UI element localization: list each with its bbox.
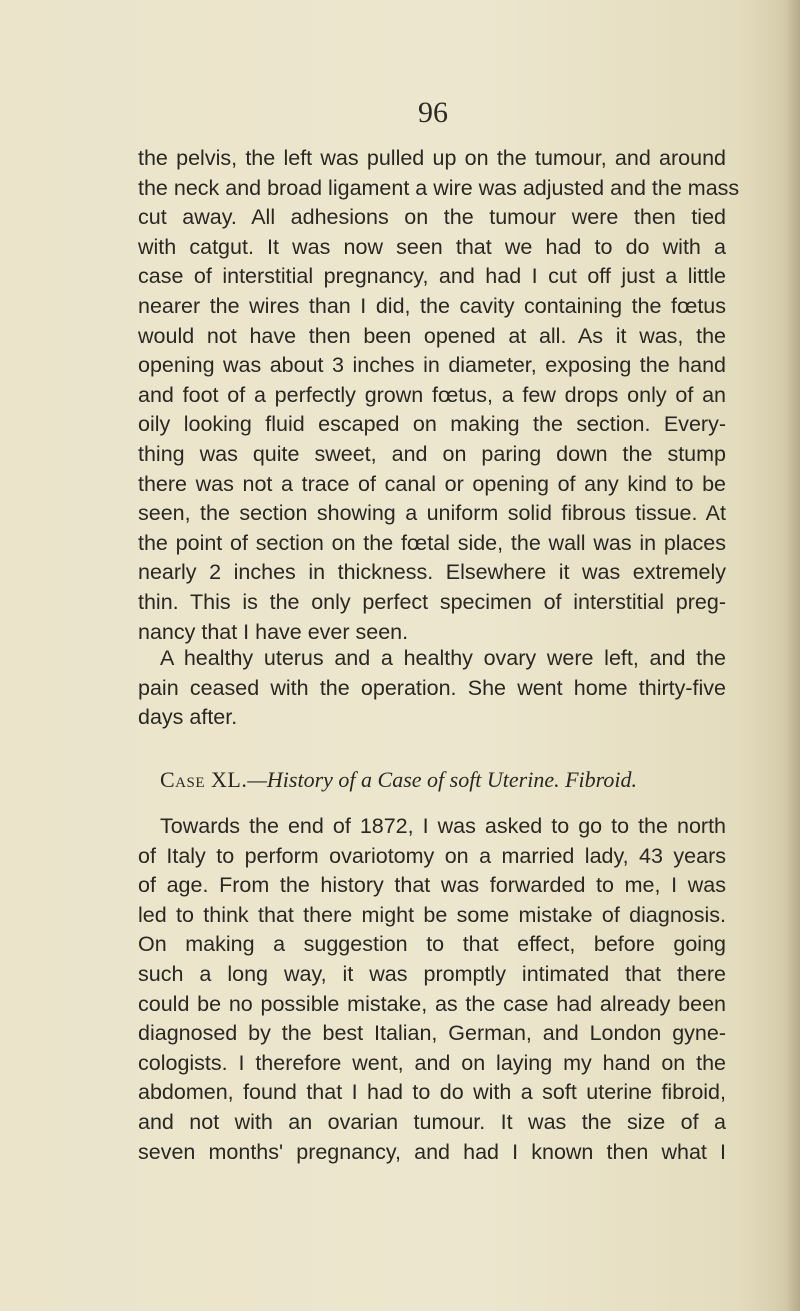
text-line: diagnosed by the best Italian, German, and London gyne- [138, 1021, 726, 1046]
case-title: —History of a Case of soft Uterine. Fibroid. [247, 767, 638, 792]
text-line: thin. This is the only perfect specimen of interstitial preg- [138, 589, 726, 614]
text-line: On making a suggestion to that effect, before going [138, 932, 726, 957]
text-line: led to think that there might be some mistake of diagnosis. [138, 902, 726, 927]
text-line: opening was about 3 inches in diameter, exposing the hand [138, 353, 726, 378]
text-line: oily looking fluid escaped on making the section. Every- [138, 412, 726, 437]
case-heading [160, 767, 720, 793]
text-line: pain ceased with the operation. She went home thirty-five [138, 675, 726, 700]
paragraph-continued [138, 144, 740, 647]
text-line: of age. From the history that was forwarded to me, I was [138, 873, 726, 898]
text-line: case of interstitial pregnancy, and had I cut off just a little [138, 264, 726, 289]
text-line: A healthy uterus and a healthy ovary were left, and the [160, 646, 726, 670]
text-line: there was not a trace of canal or opening of any kind to be [138, 471, 726, 496]
text-line: nearly 2 inches in thickness. Elsewhere it was extremely [138, 560, 726, 585]
text-line: would not have then been opened at all. As it was, the [138, 323, 726, 348]
text-line: cologists. I therefore went, and on laying my hand on the [138, 1050, 726, 1075]
text-line: the pelvis, the left was pulled up on the tumour, and around [138, 146, 726, 170]
text-line: abdomen, found that I had to do with a soft uterine fibroid, [138, 1080, 726, 1105]
text-line: with catgut. It was now seen that we had to do with a [138, 234, 726, 259]
text-line: and foot of a perfectly grown fœtus, a few drops only of an [138, 382, 726, 407]
page-number: 96 [418, 96, 448, 129]
paragraph-outcome [138, 644, 726, 733]
text-line: seven months' pregnancy, and had I known then what I [138, 1139, 726, 1164]
text-line: cut away. All adhesions on the tumour were then tied [138, 205, 726, 230]
text-line: such a long way, it was promptly intimated that there [138, 961, 726, 986]
text-line: Towards the end of 1872, I was asked to go to the north [160, 814, 726, 838]
text-line: could be no possible mistake, as the case had already been [138, 991, 726, 1016]
text-line: nancy that I have ever seen. [138, 619, 409, 644]
text-line: thing was quite sweet, and on paring down the stump [138, 441, 726, 466]
text-line: and not with an ovarian tumour. It was the size of a [138, 1109, 726, 1134]
case-label: Case XL. [160, 767, 248, 792]
text-line: the neck and broad ligament a wire was adjusted and the mass [138, 175, 740, 200]
text-line: seen, the section showing a uniform solid fibrous tissue. At [138, 501, 726, 526]
text-line: of Italy to perform ovariotomy on a married lady, 43 years [138, 843, 726, 868]
text-line: the point of section on the fœtal side, the wall was in places [138, 530, 726, 555]
text-line: nearer the wires than I did, the cavity containing the fœtus [138, 293, 726, 318]
text-line: days after. [138, 705, 238, 730]
page-edge-shadow [786, 0, 800, 1311]
paragraph-case-xl [138, 812, 726, 1167]
